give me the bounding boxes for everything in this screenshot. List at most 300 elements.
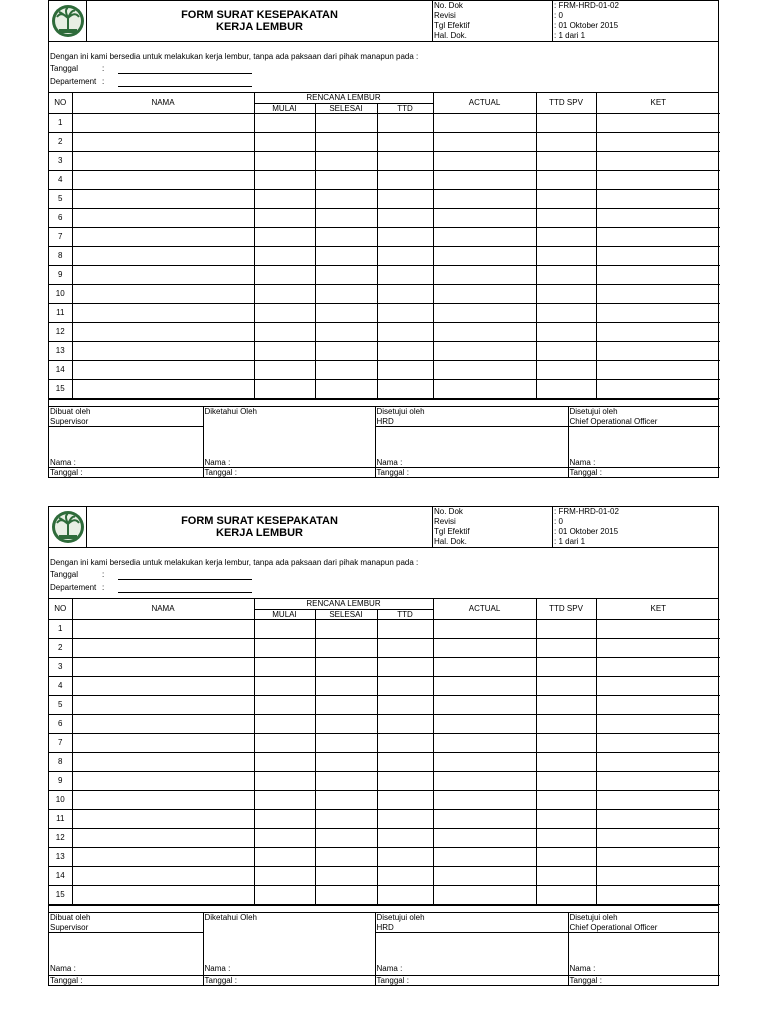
table-cell[interactable]: [315, 341, 377, 360]
table-cell[interactable]: [596, 284, 720, 303]
nama-label: Nama :: [375, 964, 568, 976]
table-cell[interactable]: [596, 227, 720, 246]
table-cell[interactable]: [596, 208, 720, 227]
table-cell[interactable]: [72, 619, 254, 638]
row-number: 6: [49, 208, 72, 227]
table-cell[interactable]: [315, 208, 377, 227]
table-cell[interactable]: [433, 809, 536, 828]
table-cell[interactable]: [72, 828, 254, 847]
row-number: 14: [49, 360, 72, 379]
table-row: [49, 208, 720, 227]
table-cell[interactable]: [72, 771, 254, 790]
table-cell[interactable]: [315, 227, 377, 246]
table-cell[interactable]: [536, 638, 596, 657]
disetujui-oleh-label: Disetujui oleh: [568, 913, 720, 923]
table-cell[interactable]: [596, 113, 720, 132]
table-cell[interactable]: [254, 360, 315, 379]
table-cell[interactable]: [315, 284, 377, 303]
table-cell[interactable]: [536, 132, 596, 151]
table-cell[interactable]: [254, 227, 315, 246]
table-cell[interactable]: [536, 828, 596, 847]
tanggal-sign-label: Tanggal :: [50, 467, 83, 477]
table-cell[interactable]: [433, 284, 536, 303]
table-cell[interactable]: [596, 322, 720, 341]
table-cell[interactable]: [315, 170, 377, 189]
signature-box[interactable]: [49, 427, 203, 458]
row-number: 15: [49, 885, 72, 904]
departement-field[interactable]: [118, 77, 252, 87]
table-cell[interactable]: [433, 379, 536, 398]
departement-field[interactable]: [118, 583, 252, 593]
table-cell[interactable]: [254, 341, 315, 360]
table-row: [49, 809, 720, 828]
table-cell[interactable]: [254, 284, 315, 303]
table-cell[interactable]: [315, 676, 377, 695]
table-cell[interactable]: [254, 170, 315, 189]
table-cell[interactable]: [72, 657, 254, 676]
meta-key: Revisi: [434, 517, 456, 526]
table-cell[interactable]: [377, 885, 433, 904]
table-cell[interactable]: [72, 303, 254, 322]
table-cell[interactable]: [315, 828, 377, 847]
table-cell[interactable]: [254, 638, 315, 657]
table-cell[interactable]: [315, 752, 377, 771]
form-title-line2: KERJA LEMBUR: [216, 527, 303, 539]
table-cell[interactable]: [433, 771, 536, 790]
meta-key: Hal. Dok.: [434, 537, 467, 546]
table-cell[interactable]: [254, 322, 315, 341]
table-row: [49, 885, 720, 904]
table-cell[interactable]: [536, 322, 596, 341]
table-cell[interactable]: [377, 771, 433, 790]
table-cell[interactable]: [536, 809, 596, 828]
col-no: NO: [49, 599, 72, 619]
col-ttd: TTD: [377, 103, 433, 113]
table-cell[interactable]: [433, 676, 536, 695]
row-number: 4: [49, 676, 72, 695]
table-cell[interactable]: [536, 657, 596, 676]
table-cell[interactable]: [536, 885, 596, 904]
signature-box[interactable]: [203, 933, 375, 964]
table-cell[interactable]: [596, 265, 720, 284]
table-cell[interactable]: [254, 771, 315, 790]
table-cell[interactable]: [315, 360, 377, 379]
table-cell[interactable]: [536, 676, 596, 695]
table-cell[interactable]: [433, 170, 536, 189]
table-cell[interactable]: [315, 885, 377, 904]
table-cell[interactable]: [315, 790, 377, 809]
table-cell[interactable]: [72, 151, 254, 170]
table-cell[interactable]: [433, 885, 536, 904]
table-cell[interactable]: [315, 189, 377, 208]
form-title: [87, 507, 433, 547]
col-selesai: SELESAI: [315, 609, 377, 619]
table-cell[interactable]: [377, 752, 433, 771]
table-cell[interactable]: [254, 132, 315, 151]
table-cell[interactable]: [433, 265, 536, 284]
table-row: [49, 303, 720, 322]
table-cell[interactable]: [254, 714, 315, 733]
table-cell[interactable]: [377, 733, 433, 752]
table-cell[interactable]: [433, 695, 536, 714]
meta-value: : 01 Oktober 2015: [554, 21, 619, 30]
table-cell[interactable]: [433, 227, 536, 246]
table-cell[interactable]: [315, 847, 377, 866]
col-nama: NAMA: [72, 93, 254, 113]
table-cell[interactable]: [536, 246, 596, 265]
table-row: [49, 752, 720, 771]
table-cell[interactable]: [536, 113, 596, 132]
table-cell[interactable]: [72, 341, 254, 360]
table-row: [49, 638, 720, 657]
table-cell[interactable]: [536, 284, 596, 303]
table-cell[interactable]: [377, 322, 433, 341]
overtime-table: [49, 93, 720, 399]
table-cell[interactable]: [377, 113, 433, 132]
nama-label: Nama :: [568, 458, 720, 468]
table-cell[interactable]: [254, 303, 315, 322]
table-cell[interactable]: [254, 676, 315, 695]
table-cell[interactable]: [596, 885, 720, 904]
table-cell[interactable]: [596, 828, 720, 847]
table-row: [49, 695, 720, 714]
diketahui-oleh-label: Diketahui Oleh: [203, 407, 375, 427]
table-cell[interactable]: [254, 208, 315, 227]
table-cell[interactable]: [72, 847, 254, 866]
col-ket: KET: [596, 93, 720, 113]
table-cell[interactable]: [72, 246, 254, 265]
table-cell[interactable]: [72, 809, 254, 828]
table-cell[interactable]: [433, 246, 536, 265]
table-cell[interactable]: [433, 322, 536, 341]
table-cell[interactable]: [536, 790, 596, 809]
table-cell[interactable]: [254, 113, 315, 132]
table-cell[interactable]: [377, 246, 433, 265]
signature-box[interactable]: [203, 427, 375, 458]
table-cell[interactable]: [315, 771, 377, 790]
table-cell[interactable]: [536, 189, 596, 208]
table-cell[interactable]: [254, 790, 315, 809]
table-row: [49, 676, 720, 695]
table-cell[interactable]: [596, 132, 720, 151]
table-cell[interactable]: [596, 360, 720, 379]
table-cell[interactable]: [433, 360, 536, 379]
table-cell[interactable]: [596, 379, 720, 398]
table-cell[interactable]: [254, 265, 315, 284]
table-cell[interactable]: [536, 227, 596, 246]
row-number: 5: [49, 695, 72, 714]
table-cell[interactable]: [433, 657, 536, 676]
table-cell[interactable]: [596, 189, 720, 208]
row-number: 9: [49, 265, 72, 284]
table-cell[interactable]: [377, 341, 433, 360]
table-cell[interactable]: [72, 265, 254, 284]
nama-label: Nama :: [203, 458, 375, 468]
table-cell[interactable]: [536, 265, 596, 284]
table-cell[interactable]: [596, 714, 720, 733]
table-cell[interactable]: [596, 341, 720, 360]
table-cell[interactable]: [433, 151, 536, 170]
table-cell[interactable]: [254, 189, 315, 208]
table-cell[interactable]: [315, 132, 377, 151]
table-cell[interactable]: [596, 752, 720, 771]
table-cell[interactable]: [536, 303, 596, 322]
table-row: [49, 714, 720, 733]
table-cell[interactable]: [254, 246, 315, 265]
tanggal-sign-label: Tanggal :: [568, 976, 720, 986]
form-header: [49, 1, 718, 42]
table-cell[interactable]: [536, 170, 596, 189]
colon: :: [102, 583, 105, 592]
disetujui-oleh-label: Disetujui oleh: [375, 913, 568, 923]
table-cell[interactable]: [377, 714, 433, 733]
table-cell[interactable]: [433, 790, 536, 809]
table-cell[interactable]: [377, 265, 433, 284]
table-row: [49, 657, 720, 676]
table-cell[interactable]: [315, 733, 377, 752]
table-cell[interactable]: [377, 151, 433, 170]
row-number: 14: [49, 866, 72, 885]
table-cell[interactable]: [377, 657, 433, 676]
col-ttd: TTD: [377, 609, 433, 619]
table-cell[interactable]: [315, 657, 377, 676]
table-row: [49, 733, 720, 752]
table-cell[interactable]: [72, 170, 254, 189]
table-cell[interactable]: [433, 208, 536, 227]
table-cell[interactable]: [377, 790, 433, 809]
col-mulai: MULAI: [254, 103, 315, 113]
table-cell[interactable]: [72, 885, 254, 904]
row-number: 10: [49, 790, 72, 809]
table-cell[interactable]: [536, 151, 596, 170]
table-cell[interactable]: [377, 170, 433, 189]
table-cell[interactable]: [72, 284, 254, 303]
table-row: [49, 132, 720, 151]
table-cell[interactable]: [254, 151, 315, 170]
palm-logo-icon: [49, 1, 87, 41]
col-ttd-spv: TTD SPV: [536, 93, 596, 113]
table-cell[interactable]: [72, 132, 254, 151]
table-cell[interactable]: [377, 189, 433, 208]
table-cell[interactable]: [377, 132, 433, 151]
form-title-line2: KERJA LEMBUR: [216, 21, 303, 33]
table-cell[interactable]: [315, 619, 377, 638]
table-cell[interactable]: [72, 360, 254, 379]
table-cell[interactable]: [596, 866, 720, 885]
table-cell[interactable]: [377, 695, 433, 714]
table-cell[interactable]: [596, 733, 720, 752]
departement-label: Departement: [50, 77, 97, 86]
row-number: 3: [49, 657, 72, 676]
table-cell[interactable]: [377, 809, 433, 828]
table-cell[interactable]: [536, 341, 596, 360]
table-cell[interactable]: [433, 847, 536, 866]
table-cell[interactable]: [254, 885, 315, 904]
table-cell[interactable]: [596, 847, 720, 866]
table-cell[interactable]: [536, 379, 596, 398]
table-cell[interactable]: [596, 619, 720, 638]
table-cell[interactable]: [315, 866, 377, 885]
table-cell[interactable]: [72, 379, 254, 398]
table-cell[interactable]: [433, 619, 536, 638]
table-cell[interactable]: [377, 284, 433, 303]
meta-value: : 1 dari 1: [554, 31, 586, 40]
table-cell[interactable]: [536, 619, 596, 638]
table-cell[interactable]: [315, 695, 377, 714]
table-cell[interactable]: [596, 695, 720, 714]
table-cell[interactable]: [377, 227, 433, 246]
table-cell[interactable]: [377, 638, 433, 657]
col-no: NO: [49, 93, 72, 113]
table-cell[interactable]: [536, 695, 596, 714]
table-cell[interactable]: [315, 638, 377, 657]
table-cell[interactable]: [596, 657, 720, 676]
table-cell[interactable]: [536, 208, 596, 227]
form-title: [87, 1, 433, 41]
row-number: 2: [49, 132, 72, 151]
table-cell[interactable]: [72, 733, 254, 752]
col-rencana-lembur: RENCANA LEMBUR: [254, 599, 433, 609]
table-cell[interactable]: [596, 676, 720, 695]
table-cell[interactable]: [254, 809, 315, 828]
table-cell[interactable]: [72, 714, 254, 733]
row-number: 4: [49, 170, 72, 189]
table-cell[interactable]: [596, 246, 720, 265]
table-cell[interactable]: [315, 714, 377, 733]
table-cell[interactable]: [72, 208, 254, 227]
table-cell[interactable]: [433, 866, 536, 885]
table-cell[interactable]: [72, 322, 254, 341]
table-cell[interactable]: [315, 246, 377, 265]
table-cell[interactable]: [315, 113, 377, 132]
table-cell[interactable]: [433, 113, 536, 132]
tanggal-field[interactable]: [118, 64, 252, 74]
overtime-form: [48, 506, 719, 986]
table-cell[interactable]: [536, 360, 596, 379]
intro-text: Dengan ini kami bersedia untuk melakukan kerja lembur, tanpa ada paksaan dari pihak manapun pada :: [50, 52, 419, 61]
table-cell[interactable]: [596, 638, 720, 657]
signature-box[interactable]: [375, 427, 568, 458]
table-cell[interactable]: [536, 733, 596, 752]
table-cell[interactable]: [315, 322, 377, 341]
hrd-label: HRD: [375, 417, 568, 427]
table-cell[interactable]: [536, 847, 596, 866]
table-cell[interactable]: [377, 379, 433, 398]
table-cell[interactable]: [377, 619, 433, 638]
signature-box[interactable]: [375, 933, 568, 964]
table-cell[interactable]: [377, 208, 433, 227]
table-cell[interactable]: [433, 638, 536, 657]
table-cell[interactable]: [536, 714, 596, 733]
diketahui-oleh-label: Diketahui Oleh: [203, 913, 375, 933]
table-row: [49, 189, 720, 208]
table-cell[interactable]: [72, 189, 254, 208]
table-cell[interactable]: [315, 379, 377, 398]
table-cell[interactable]: [72, 638, 254, 657]
table-cell[interactable]: [536, 771, 596, 790]
table-row: [49, 113, 720, 132]
table-cell[interactable]: [377, 360, 433, 379]
table-cell[interactable]: [433, 733, 536, 752]
table-cell[interactable]: [377, 847, 433, 866]
row-number: 8: [49, 752, 72, 771]
signature-box[interactable]: [568, 427, 720, 458]
table-cell[interactable]: [377, 303, 433, 322]
table-cell[interactable]: [254, 695, 315, 714]
company-logo: [49, 507, 87, 547]
tanggal-sign-label: Tanggal :: [568, 467, 720, 477]
table-cell[interactable]: [254, 379, 315, 398]
table-cell[interactable]: [254, 752, 315, 771]
table-cell[interactable]: [596, 303, 720, 322]
table-cell[interactable]: [72, 695, 254, 714]
document-meta: [433, 507, 718, 547]
meta-value: : 0: [554, 517, 563, 526]
form-title-line1: FORM SURAT KESEPAKATAN: [181, 9, 338, 21]
table-cell[interactable]: [433, 752, 536, 771]
row-number: 13: [49, 341, 72, 360]
table-cell[interactable]: [596, 790, 720, 809]
colon: :: [102, 570, 105, 579]
table-cell[interactable]: [433, 132, 536, 151]
nama-label: Nama :: [203, 964, 375, 976]
table-row: [49, 246, 720, 265]
table-cell[interactable]: [377, 866, 433, 885]
table-cell[interactable]: [254, 866, 315, 885]
row-number: 11: [49, 303, 72, 322]
table-cell[interactable]: [254, 619, 315, 638]
signature-box[interactable]: [568, 933, 720, 964]
table-cell[interactable]: [254, 828, 315, 847]
table-cell[interactable]: [254, 847, 315, 866]
tanggal-field[interactable]: [118, 570, 252, 580]
table-cell[interactable]: [72, 752, 254, 771]
table-cell[interactable]: [315, 303, 377, 322]
table-cell[interactable]: [433, 189, 536, 208]
table-cell[interactable]: [254, 657, 315, 676]
col-ttd-spv: TTD SPV: [536, 599, 596, 619]
table-cell[interactable]: [596, 809, 720, 828]
meta-value: : 01 Oktober 2015: [554, 527, 619, 536]
table-cell[interactable]: [72, 790, 254, 809]
signature-box[interactable]: [49, 933, 203, 964]
table-row: [49, 790, 720, 809]
disetujui-oleh-label: Disetujui oleh: [375, 407, 568, 417]
table-cell[interactable]: [254, 733, 315, 752]
table-cell[interactable]: [596, 170, 720, 189]
company-logo: [49, 1, 87, 41]
table-cell[interactable]: [433, 714, 536, 733]
table-cell[interactable]: [596, 771, 720, 790]
table-cell[interactable]: [536, 752, 596, 771]
table-cell[interactable]: [536, 866, 596, 885]
table-cell[interactable]: [72, 866, 254, 885]
table-cell[interactable]: [433, 303, 536, 322]
table-cell[interactable]: [72, 227, 254, 246]
table-cell[interactable]: [72, 113, 254, 132]
table-cell[interactable]: [315, 265, 377, 284]
table-cell[interactable]: [596, 151, 720, 170]
table-cell[interactable]: [433, 828, 536, 847]
table-cell[interactable]: [315, 151, 377, 170]
table-cell[interactable]: [315, 809, 377, 828]
row-number: 5: [49, 189, 72, 208]
table-cell[interactable]: [377, 828, 433, 847]
table-cell[interactable]: [72, 676, 254, 695]
table-cell[interactable]: [377, 676, 433, 695]
meta-key: No. Dok: [434, 1, 463, 10]
table-cell[interactable]: [433, 341, 536, 360]
